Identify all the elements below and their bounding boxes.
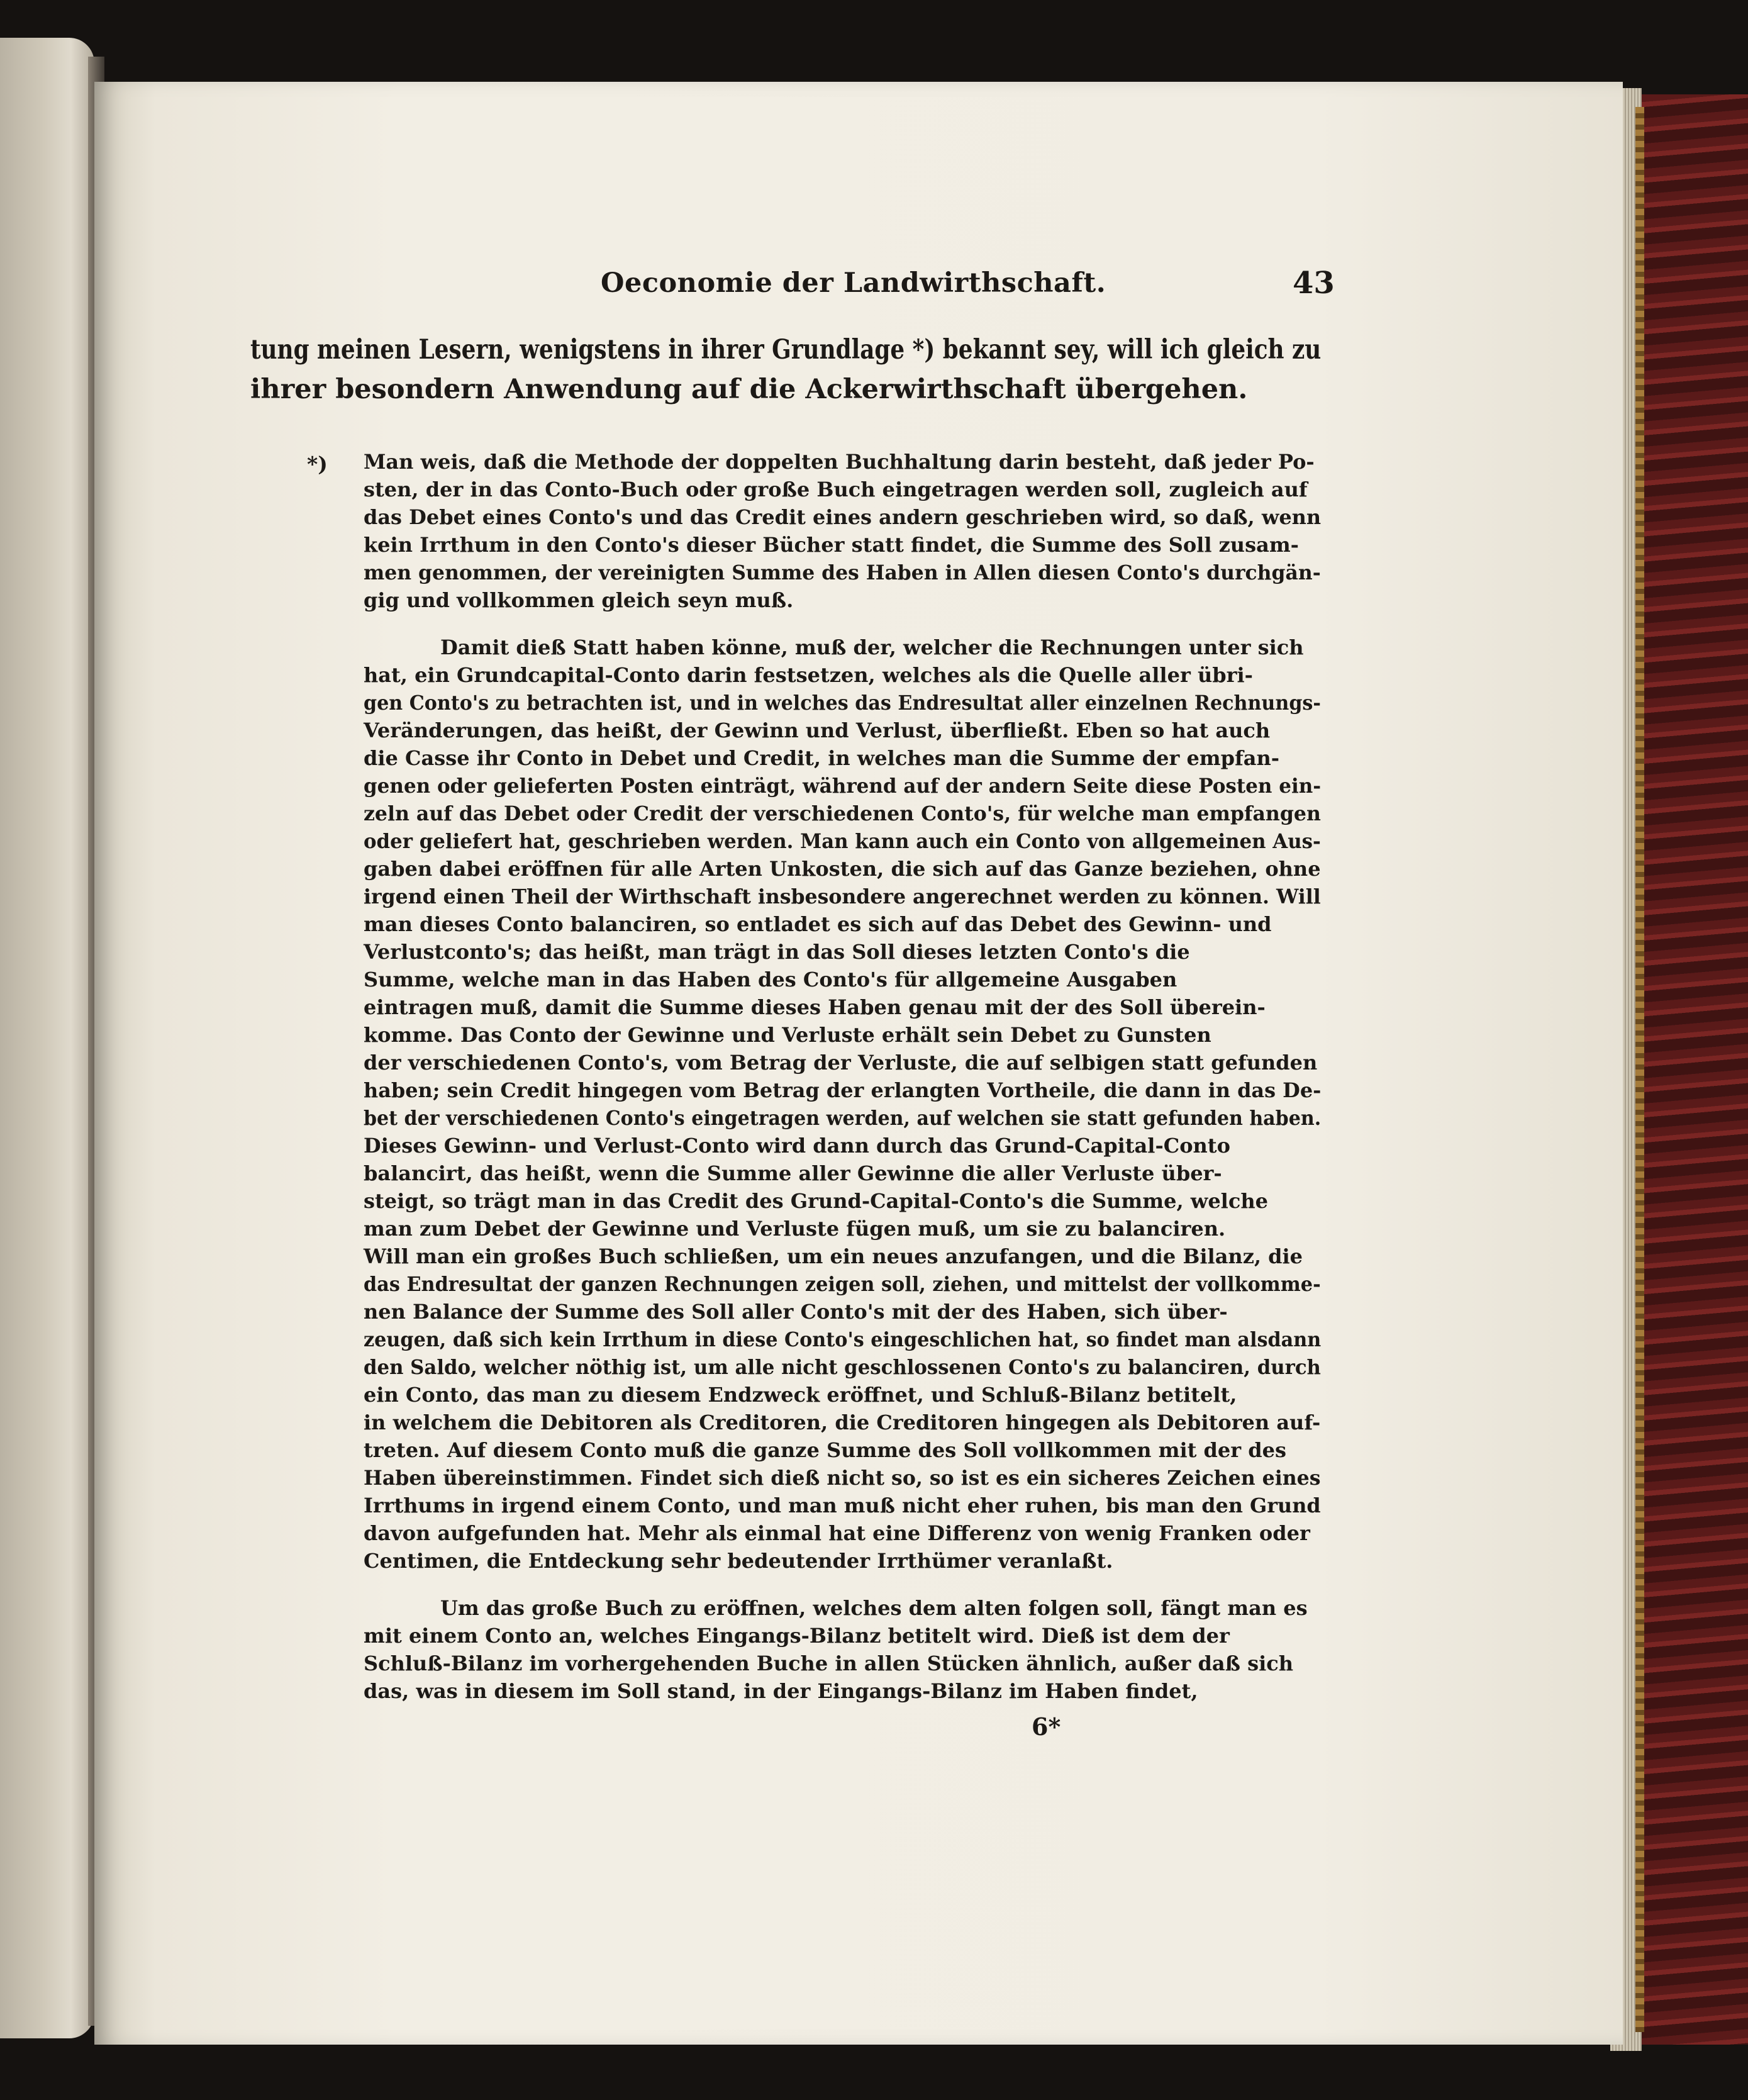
footnote-line: hat, ein Grundcapital-Conto darin festsetzen, welches als die Quelle aller übri- bbox=[364, 663, 1253, 687]
footnote-line: Haben übereinstimmen. Findet sich dieß nicht so, so ist es ein sicheres Zeichen eines bbox=[364, 1466, 1321, 1490]
footnote-line: eintragen muß, damit die Summe dieses Haben genau mit der des Soll überein- bbox=[364, 995, 1266, 1019]
footnote-line: Verlustconto's; das heißt, man trägt in das Soll dieses letzten Conto's die bbox=[364, 940, 1190, 964]
footnote-line: genen oder gelieferten Posten einträgt, während auf der andern Seite diese Posten ein- bbox=[364, 774, 1322, 798]
footnote-line: irgend einen Theil der Wirthschaft insbesondere angerechnet werden zu können. Will bbox=[364, 885, 1321, 908]
footnote-line: man dieses Conto balanciren, so entladet es sich auf das Debet des Gewinn- und bbox=[364, 912, 1272, 936]
footnote-line: Will man ein großes Buch schließen, um ein neues anzufangen, und die Bilanz, die bbox=[364, 1244, 1303, 1268]
footnote-line: davon aufgefunden hat. Mehr als einmal hat eine Differenz von wenig Franken oder bbox=[364, 1521, 1310, 1545]
footnote-line: bet der verschiedenen Conto's eingetragen werden, auf welchen sie statt gefunden haben. bbox=[364, 1106, 1322, 1130]
footnote-line: gen Conto's zu betrachten ist, und in welches das Endresultat aller einzelnen Rechnungs- bbox=[364, 691, 1321, 715]
footnote-line: kein Irrthum in den Conto's dieser Bücher statt findet, die Summe des Soll zusam- bbox=[364, 533, 1299, 557]
footnote-marker: *) bbox=[307, 452, 328, 476]
body-line: ihrer besondern Anwendung auf die Ackerwirthschaft übergehen. bbox=[250, 374, 1248, 405]
footnote-line: den Saldo, welcher nöthig ist, um alle nicht geschlossenen Conto's zu balanciren, durch bbox=[364, 1355, 1321, 1379]
footnote-line: komme. Das Conto der Gewinne und Verluste erhält sein Debet zu Gunsten bbox=[364, 1023, 1211, 1047]
cover-gilt-edge bbox=[1635, 107, 1644, 2032]
footnote-line: das Debet eines Conto's und das Credit eines andern geschrieben wird, so daß, wenn bbox=[364, 505, 1322, 529]
footnote-line: der verschiedenen Conto's, vom Betrag der Verluste, die auf selbigen statt gefunden bbox=[364, 1051, 1318, 1075]
footnote-line: das, was in diesem im Soll stand, in der Eingangs-Bilanz im Haben findet, bbox=[364, 1679, 1198, 1703]
footnote-line: Schluß-Bilanz im vorhergehenden Buche in allen Stücken ähnlich, außer daß sich bbox=[364, 1651, 1294, 1675]
footnote-line: Man weis, daß die Methode der doppelten Buchhaltung darin besteht, daß jeder Po- bbox=[364, 450, 1315, 474]
footnote-line: treten. Auf diesem Conto muß die ganze Summe des Soll vollkommen mit der des bbox=[364, 1438, 1287, 1462]
facing-page-left bbox=[0, 38, 94, 2038]
footnote-line: balancirt, das heißt, wenn die Summe aller Gewinne die aller Verluste über- bbox=[364, 1161, 1222, 1185]
footnote-line: ein Conto, das man zu diesem Endzweck eröffnet, und Schluß-Bilanz betitelt, bbox=[364, 1383, 1237, 1407]
footnote-line: das Endresultat der ganzen Rechnungen zeigen soll, ziehen, und mittelst der vollkomme- bbox=[364, 1272, 1321, 1296]
body-line: tung meinen Lesern, wenigstens in ihrer Grundlage *) bekannt sey, will ich gleich zu bbox=[250, 334, 1322, 366]
running-head: Oeconomie der Landwirthschaft. bbox=[601, 267, 1106, 299]
footnote-line: sten, der in das Conto-Buch oder große Buch eingetragen werden soll, zugleich auf bbox=[364, 478, 1308, 501]
footnote-line: Irrthums in irgend einem Conto, und man muß nicht eher ruhen, bis man den Grund bbox=[364, 1494, 1321, 1517]
footnote-line: oder geliefert hat, geschrieben werden. Man kann auch ein Conto von allgemeinen Aus- bbox=[364, 829, 1321, 853]
footnote-line: Veränderungen, das heißt, der Gewinn und Verlust, überfließt. Eben so hat auch bbox=[364, 718, 1271, 742]
footnote-line: zeugen, daß sich kein Irrthum in diese Conto's eingeschlichen hat, so findet man alsdann bbox=[364, 1327, 1322, 1351]
footnote-line: Um das große Buch zu eröffnen, welches dem alten folgen soll, fängt man es bbox=[440, 1596, 1308, 1620]
footnote-line: die Casse ihr Conto in Debet und Credit, in welches man die Summe der empfan- bbox=[364, 746, 1280, 770]
footnote-line: gaben dabei eröffnen für alle Arten Unkosten, die sich auf das Ganze beziehen, ohne bbox=[364, 857, 1321, 881]
signature-mark: 6* bbox=[1032, 1712, 1061, 1741]
footnote-line: man zum Debet der Gewinne und Verluste fügen muß, um sie zu balanciren. bbox=[364, 1217, 1226, 1241]
footnote-line: Dieses Gewinn- und Verlust-Conto wird dann durch das Grund-Capital-Conto bbox=[364, 1134, 1230, 1158]
footnote-line: in welchem die Debitoren als Creditoren, die Creditoren hingegen als Debitoren auf- bbox=[364, 1410, 1321, 1434]
footnote-line: haben; sein Credit hingegen vom Betrag der erlangten Vortheile, die dann in das De- bbox=[364, 1078, 1322, 1102]
footnote-line: men genommen, der vereinigten Summe des Haben in Allen diesen Conto's durchgän- bbox=[364, 561, 1321, 584]
footnote-line: Centimen, die Entdeckung sehr bedeutender Irrthümer veranlaßt. bbox=[364, 1549, 1113, 1573]
footnote-line: zeln auf das Debet oder Credit der verschiedenen Conto's, für welche man empfangen bbox=[364, 801, 1321, 825]
page-number: 43 bbox=[1293, 265, 1335, 301]
footnote-line: mit einem Conto an, welches Eingangs-Bilanz betitelt wird. Dieß ist dem der bbox=[364, 1624, 1230, 1648]
footnote-line: Damit dieß Statt haben könne, muß der, welcher die Rechnungen unter sich bbox=[440, 635, 1304, 659]
footnote-line: Summe, welche man in das Haben des Conto's für allgemeine Ausgaben bbox=[364, 968, 1177, 991]
footnote-line: gig und vollkommen gleich seyn muß. bbox=[364, 588, 794, 612]
footnote-line: steigt, so trägt man in das Credit des Grund-Capital-Conto's die Summe, welche bbox=[364, 1189, 1268, 1213]
book-cover-marbled bbox=[1629, 94, 1748, 2045]
footnote-line: nen Balance der Summe des Soll aller Conto's mit der des Haben, sich über- bbox=[364, 1300, 1228, 1324]
